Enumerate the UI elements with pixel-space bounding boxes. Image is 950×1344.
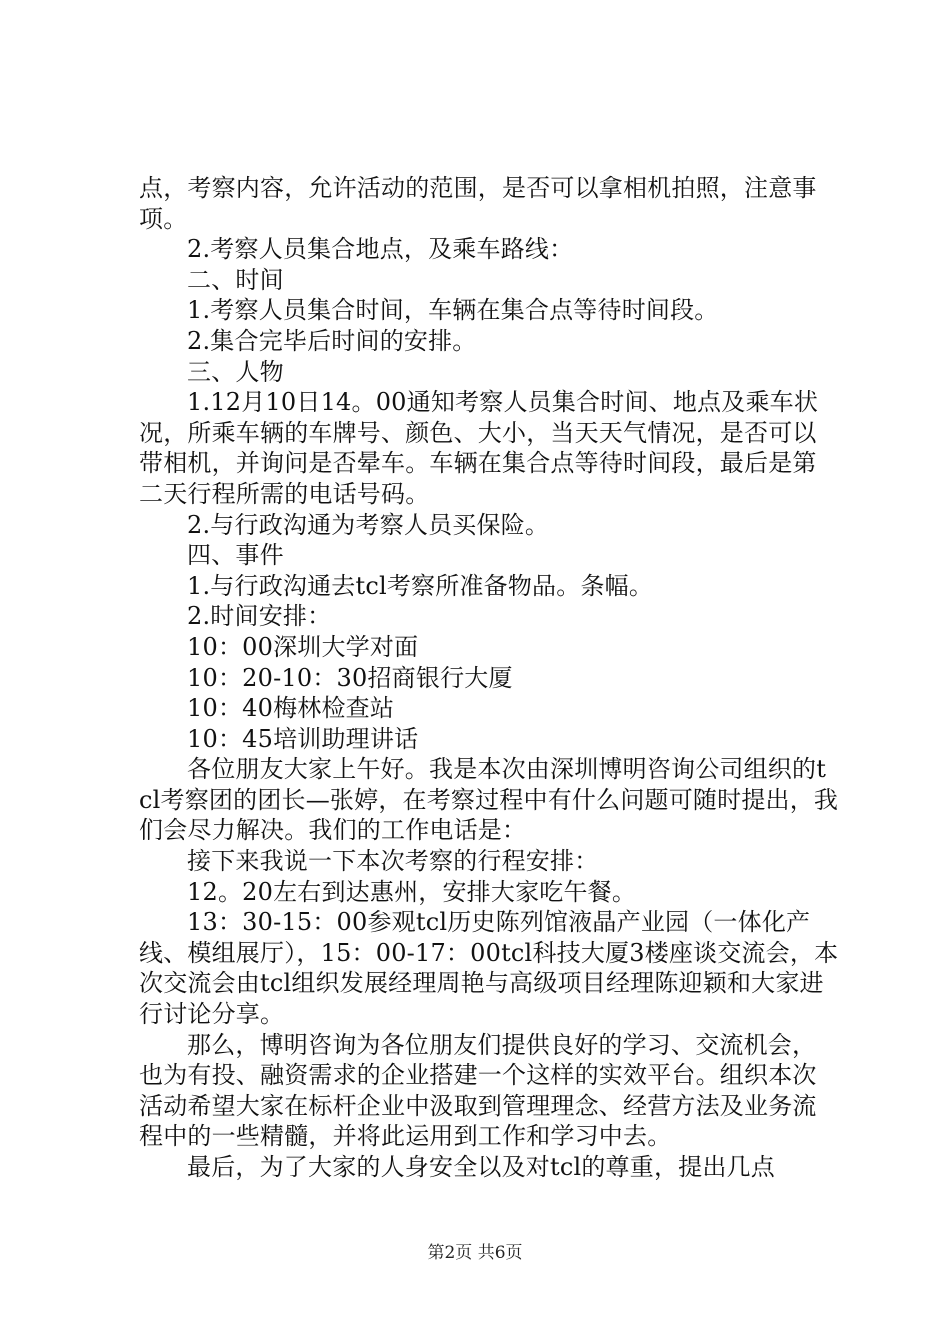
list-item: 2.集合完毕后时间的安排。: [187, 326, 477, 355]
schedule-item: 10：45培训助理讲话: [187, 724, 419, 753]
page-footer: [0, 1243, 950, 1263]
page-number: 第2页 共6页: [427, 1243, 523, 1263]
schedule-item: 10：00深圳大学对面: [187, 632, 419, 661]
paragraph: 最后，为了大家的人身安全以及对tcl的尊重，提出几点: [187, 1153, 775, 1181]
list-item: 1.考察人员集合时间，车辆在集合点等待时间段。: [187, 296, 719, 325]
section-heading: 四、事件: [187, 541, 284, 570]
document-body: [139, 173, 839, 1183]
list-item: 1.12月10日14。00通知考察人员集合时间、地点及乘车状况，所乘车辆的车牌号、颜色、大小，当天天气情况，是否可以带相机，并询问是否晕车。车辆在集合点等待时间段，最后是第二天行程所需的电话号码。: [139, 388, 819, 508]
section-heading: 三、人物: [187, 357, 284, 386]
paragraph: 接下来我说一下本次考察的行程安排：: [187, 847, 599, 876]
paragraph: 13：30-15：00参观tcl历史陈列馆液晶产业园（一体化产线、模组展厅），15：00-17：00tcl科技大厦3楼座谈交流会，本次交流会由tcl组织发展经理周艳与高级项目经理陈迎颖和大家进行讨论分享。: [139, 908, 839, 1029]
list-item: 2.与行政沟通为考察人员买保险。: [187, 510, 550, 539]
paragraph: 点，考察内容，允许活动的范围，是否可以拿相机拍照，注意事项。: [139, 174, 817, 233]
schedule-item: 10：20-10：30招商银行大厦: [187, 663, 513, 692]
section-heading: 二、时间: [187, 265, 284, 294]
paragraph: 各位朋友大家上午好。我是本次由深圳博明咨询公司组织的tcl考察团的团长—张婷，在考察过程中有什么问题可随时提出，我们会尽力解决。我们的工作电话是：: [139, 755, 839, 845]
paragraph: 2.考察人员集合地点，及乘车路线：: [187, 235, 574, 264]
list-item: 2.时间安排：: [187, 602, 332, 631]
schedule-item: 10：40梅林检查站: [187, 694, 395, 723]
paragraph: 12。20左右到达惠州，安排大家吃午餐。: [187, 877, 637, 906]
paragraph: 那么，博明咨询为各位朋友们提供良好的学习、交流机会，也为有投、融资需求的企业搭建一个这样的实效平台。组织本次活动希望大家在标杆企业中汲取到管理理念、经营方法及业务流程中的一些精髓，并将此运用到工作和学习中去。: [139, 1030, 817, 1151]
list-item: 1.与行政沟通去tcl考察所准备物品。条幅。: [187, 571, 654, 600]
